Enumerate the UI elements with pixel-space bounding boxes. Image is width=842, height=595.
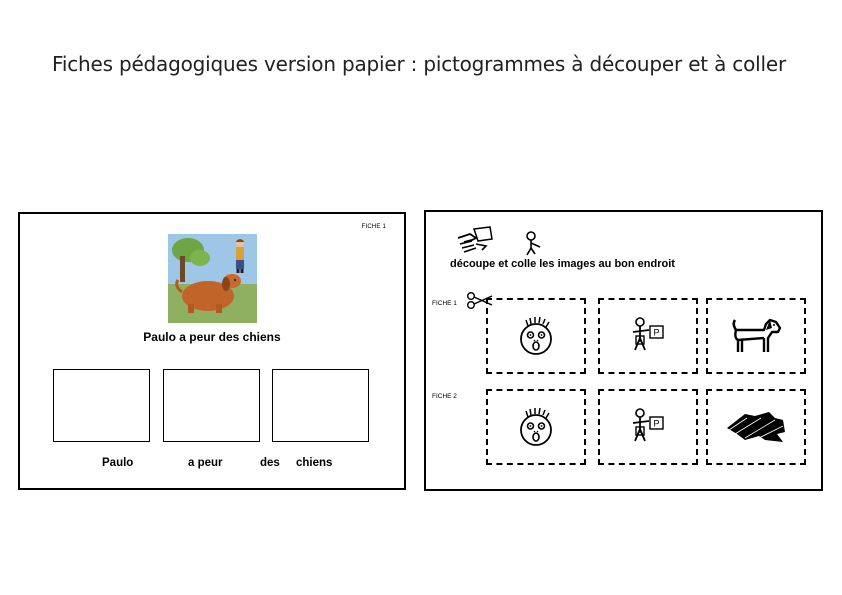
cut-cell-dog[interactable] [706, 298, 806, 374]
svg-text:A: A [637, 429, 643, 436]
boy-with-p-sign-icon [629, 316, 667, 356]
cut-cell-boy-with-sign[interactable] [598, 298, 698, 374]
dog-icon [730, 316, 782, 356]
word-label: des [260, 457, 280, 469]
p-sign-label: P [653, 418, 660, 429]
boy-and-dog-illustration-icon [168, 234, 257, 323]
word-label: a peur [188, 457, 223, 469]
paste-box-2[interactable] [163, 369, 260, 442]
page-title: Fiches pédagogiques version papier : pictogrammes à découper et à coller [52, 52, 786, 76]
word-label: chiens [296, 457, 333, 469]
row-label-fiche-1: FICHE 1 [432, 300, 457, 307]
instruction: découpe et colle les images au bon endroit [450, 258, 675, 270]
scared-face-icon [518, 407, 554, 447]
cut-cell-scribble[interactable] [706, 389, 806, 465]
word-label: Paulo [102, 457, 134, 469]
row-label-fiche-2: FICHE 2 [432, 393, 457, 400]
paste-box-3[interactable] [272, 369, 369, 442]
cut-and-paste-hands-icon [456, 226, 494, 254]
black-scribble-icon [725, 410, 787, 444]
left-sheet [18, 212, 406, 490]
sentence: Paulo a peur des chiens [143, 330, 281, 344]
sheet-tag: FICHE 1 [361, 224, 386, 230]
person-pointing-icon [524, 230, 544, 256]
cut-cell-scared-face-2[interactable] [486, 389, 586, 465]
svg-text:A: A [637, 338, 643, 345]
boy-with-p-sign-icon [629, 407, 667, 447]
right-sheet [424, 210, 823, 491]
scared-face-icon [518, 316, 554, 356]
p-sign-label: P [653, 327, 660, 338]
paste-box-1[interactable] [53, 369, 150, 442]
cut-cell-boy-with-sign-2[interactable] [598, 389, 698, 465]
cut-cell-scared-face[interactable] [486, 298, 586, 374]
